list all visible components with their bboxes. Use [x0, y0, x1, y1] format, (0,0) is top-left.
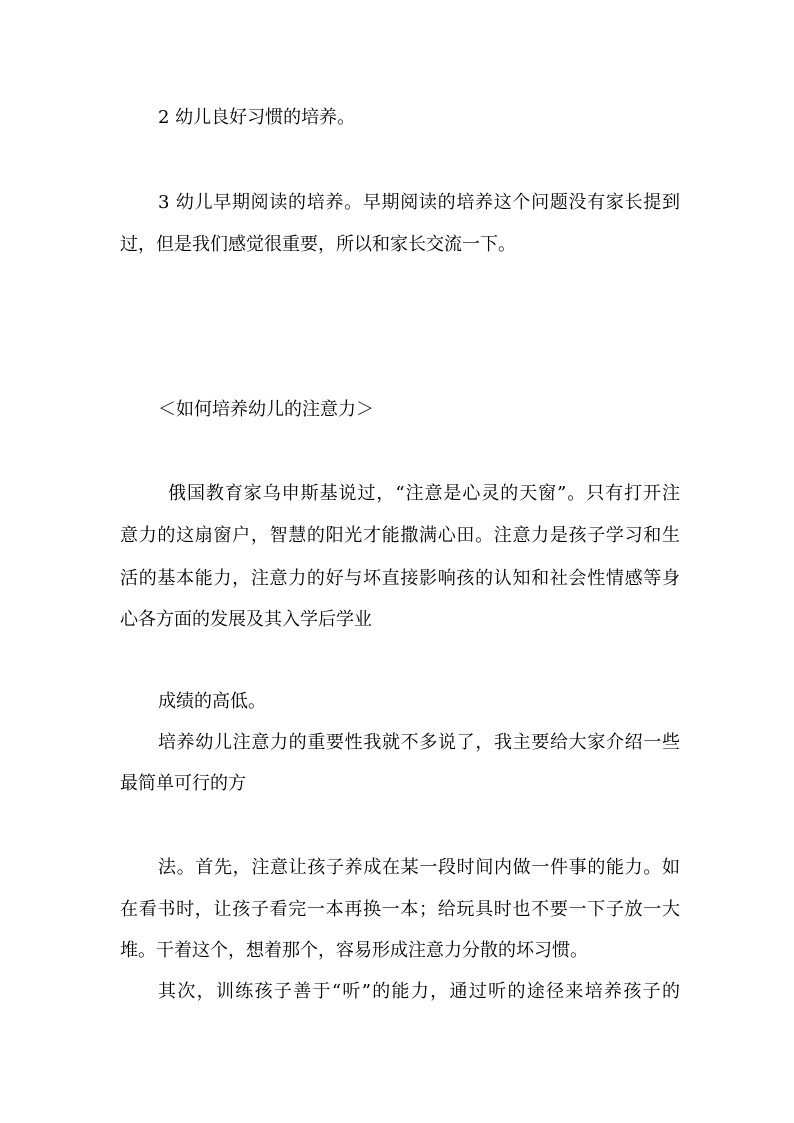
list-item-2: 2 幼儿良好习惯的培养。	[158, 107, 356, 128]
paragraph1-line2: 意力的这扇窗户，智慧的阳光才能撒满心田。注意力是孩子学习和生	[120, 525, 680, 546]
paragraph3-line3: 堆。干着这个，想着那个，容易形成注意力分散的坏习惯。	[120, 940, 588, 961]
paragraph1-line3: 活的基本能力，注意力的好与坏直接影响孩的认知和社会性情感等身	[120, 568, 680, 589]
paragraph1-line1: 俄国教育家乌申斯基说过，“注意是心灵的天窗”。只有打开注	[168, 483, 680, 504]
paragraph2-line2: 最简单可行的方	[120, 773, 246, 794]
list-item-3-line2: 过，但是我们感觉很重要，所以和家长交流一下。	[120, 234, 516, 255]
paragraph2-line1: 培养幼儿注意力的重要性我就不多说了，我主要给大家介绍一些	[158, 732, 680, 753]
paragraph1-continuation: 成绩的高低。	[158, 691, 266, 712]
list-item-3-line1: 3 幼儿早期阅读的培养。早期阅读的培养这个问题没有家长提到	[158, 192, 680, 213]
paragraph4-line1: 其次，训练孩子善于“听”的能力，通过听的途径来培养孩子的	[158, 981, 680, 1002]
paragraph3-line2: 在看书时，让孩子看完一本再换一本；给玩具时也不要一下子放一大	[120, 899, 680, 920]
paragraph1-line4: 心各方面的发展及其入学后学业	[120, 609, 372, 630]
paragraph3-line1: 法。首先，注意让孩子养成在某一段时间内做一件事的能力。如	[158, 857, 680, 878]
section-title: ＜如何培养幼儿的注意力＞	[158, 399, 374, 420]
